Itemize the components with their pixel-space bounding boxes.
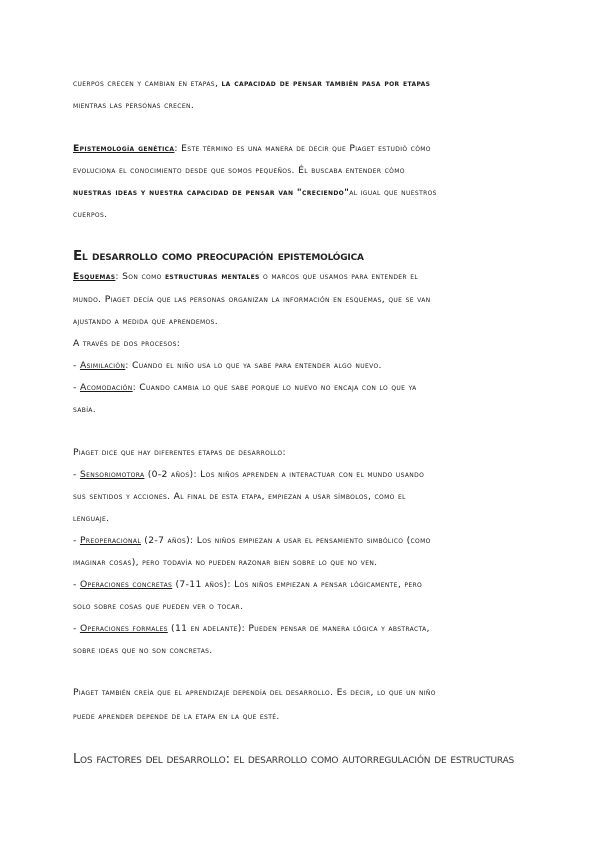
paragraph-line bbox=[73, 77, 533, 91]
paragraph-line: sobre ideas que no son concretas. bbox=[73, 645, 213, 656]
paragraph-line: mundo. Piaget decía que las personas organizan la información en esquemas, que se van bbox=[73, 294, 431, 305]
paragraph-line: A través de dos procesos: bbox=[73, 338, 181, 349]
term-asimilacion: Asimilación bbox=[79, 360, 126, 371]
text-span: - bbox=[73, 623, 80, 634]
text-span: o marcos que usamos para entender el bbox=[259, 271, 419, 282]
paragraph-line bbox=[73, 186, 533, 200]
paragraph-line: Piaget dice que hay diferentes etapas de desarrollo: bbox=[73, 447, 286, 458]
paragraph-line: Piaget también creía que el aprendizaje dependía del desarrollo. Es decir, lo que un niño bbox=[73, 687, 436, 698]
text-span: - bbox=[73, 535, 80, 546]
text-span: - bbox=[73, 579, 80, 590]
text-span: : Este término es una manera de decir que Piaget estudió cómo bbox=[174, 143, 431, 154]
paragraph-line bbox=[73, 142, 533, 156]
paragraph-line: cuerpos. bbox=[73, 209, 108, 220]
bold-text: estructuras mentales bbox=[164, 271, 260, 282]
text-span: (11 en adelante): Pueden pensar de manera lógica y abstracta, bbox=[167, 623, 430, 634]
list-item-sensoriomotora bbox=[73, 468, 533, 482]
text-span: : Son como bbox=[115, 271, 165, 282]
term-operaciones-formales: Operaciones formales bbox=[79, 623, 168, 634]
term-preoperacional: Preoperacional bbox=[79, 535, 142, 546]
bold-text: la capacidad de pensar también pasa por etapas bbox=[221, 78, 431, 89]
text-span: : Cuando el niño usa lo que ya sabe para entender algo nuevo. bbox=[125, 360, 382, 371]
term-operaciones-concretas: Operaciones concretas bbox=[79, 579, 173, 590]
paragraph-line: sus sentidos y acciones. Al final de esta etapa, empiezan a usar símbolos, como el bbox=[73, 491, 406, 502]
bold-text: nuestras ideas y nuestra capacidad de pensar van "creciendo" bbox=[73, 187, 350, 198]
text-span: - bbox=[73, 469, 80, 480]
text-span: cuerpos crecen y cambian en etapas, bbox=[73, 78, 222, 89]
paragraph-line: solo sobre cosas que pueden ver o tocar. bbox=[73, 601, 244, 612]
list-item-asimilacion bbox=[73, 359, 533, 373]
section-heading: El desarrollo como preocupación epistemológica bbox=[73, 248, 364, 264]
term-esquemas: Esquemas bbox=[73, 271, 116, 282]
text-span: - bbox=[73, 382, 80, 393]
list-item-preoperacional bbox=[73, 534, 533, 548]
text-span: : Cuando cambia lo que sabe porque lo nuevo no encaja con lo que ya bbox=[132, 382, 417, 393]
paragraph-line bbox=[73, 270, 533, 284]
term-sensoriomotora: Sensoriomotora bbox=[79, 469, 145, 480]
text-span: (7-11 años): Los niños empiezan a pensar lógicamente, pero bbox=[172, 579, 423, 590]
paragraph-line: sabía. bbox=[73, 404, 97, 415]
paragraph-line: puede aprender depende de la etapa en la que esté. bbox=[73, 711, 280, 722]
text-span: al igual que nuestros bbox=[349, 187, 437, 198]
list-item-operaciones-concretas bbox=[73, 578, 533, 592]
paragraph-line: ajustando a medida que aprendemos. bbox=[73, 316, 218, 327]
term-acomodacion: Acomodación bbox=[79, 382, 133, 393]
text-span: (2-7 años): Los niños empiezan a usar el pensamiento simbólico (como bbox=[141, 535, 431, 546]
text-span: (0-2 años): Los niños aprenden a interactuar con el mundo usando bbox=[144, 469, 425, 480]
paragraph-line: mientras las personas crecen. bbox=[73, 100, 195, 111]
paragraph-line: evoluciona el conocimiento desde que somos pequeños. Él buscaba entender cómo bbox=[73, 165, 405, 176]
text-span: - bbox=[73, 360, 80, 371]
section-heading: Los factores del desarrollo: el desarrollo como autorregulación de estructuras bbox=[73, 752, 515, 767]
list-item-operaciones-formales bbox=[73, 622, 533, 636]
paragraph-line: imaginar cosas), pero todavía no pueden razonar bien sobre lo que no ven. bbox=[73, 557, 378, 568]
paragraph-line: lenguaje. bbox=[73, 513, 110, 524]
list-item-acomodacion bbox=[73, 381, 533, 395]
term-epistemologia-genetica: Epistemología genética bbox=[73, 143, 175, 154]
